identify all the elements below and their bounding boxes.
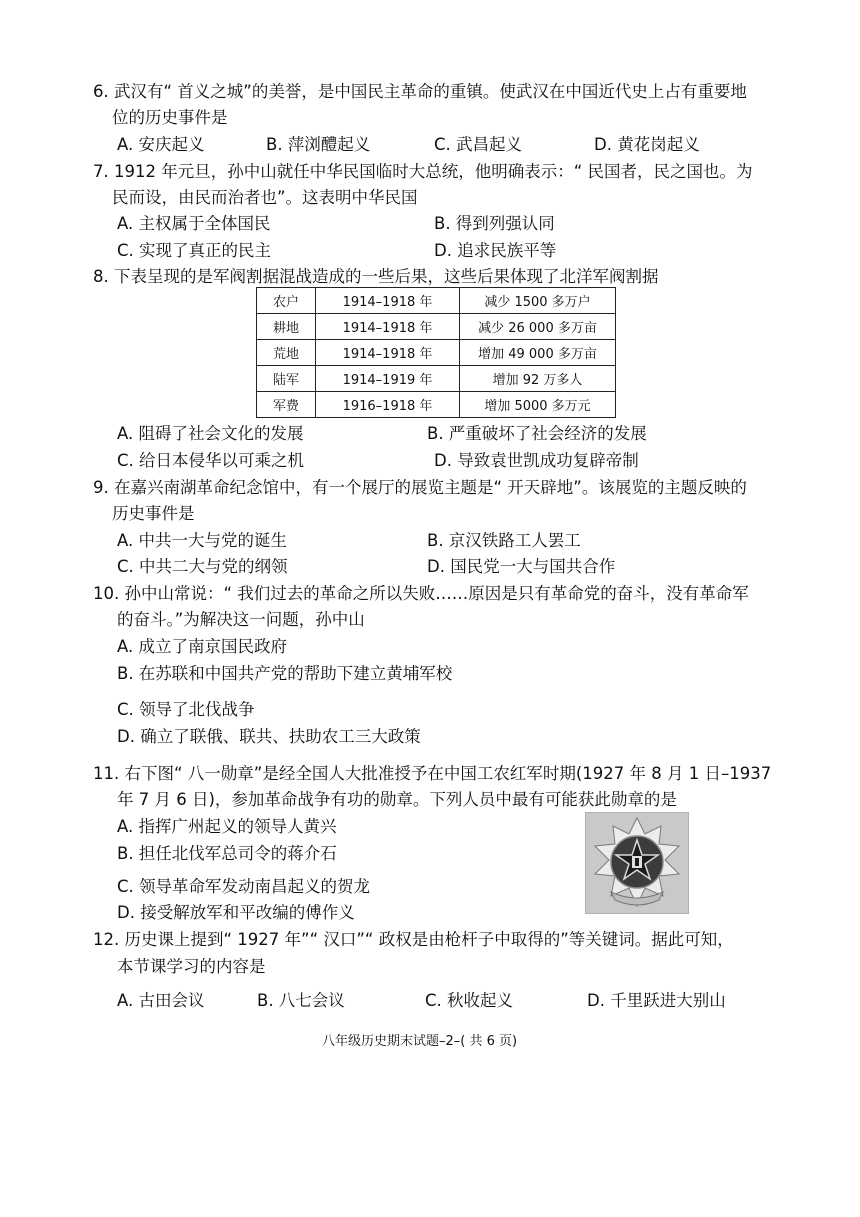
q7-stem-line1: 7. 1912 年元旦，孙中山就任中华民国临时大总统，他明确表示：“ 民国者，民之国也。为 (93, 162, 753, 181)
table-cell: 1916–1918 年 (316, 392, 460, 418)
table-row (257, 288, 616, 314)
bayi-medal-image (585, 812, 689, 914)
q7-option-b: B. 得到列强认同 (434, 214, 555, 233)
q7-option-d: D. 追求民族平等 (434, 241, 557, 260)
q8-stem-line1: 8. 下表呈现的是军阀割据混战造成的一些后果，这些后果体现了北洋军阀割据 (93, 267, 659, 286)
q8-option-d: D. 导致袁世凯成功复辟帝制 (434, 451, 639, 470)
q6-stem-line1: 6. 武汉有“ 首义之城”的美誉，是中国民主革命的重镇。使武汉在中国近代史上占有重要地 (93, 82, 747, 101)
table-cell: 农户 (257, 288, 316, 314)
table-cell: 陆军 (257, 366, 316, 392)
q6-stem-line2: 位的历史事件是 (112, 108, 228, 127)
table-row (257, 392, 616, 418)
page-footer: 八年级历史期末试题–2–( 共 6 页) (322, 1034, 518, 1049)
q7-option-a: A. 主权属于全体国民 (117, 214, 271, 233)
q12-option-d: D. 千里跃进大别山 (587, 991, 726, 1010)
q12-stem-line1: 12. 历史课上提到“ 1927 年”“ 汉口”“ 政权是由枪杆子中取得的”等关键词。据此可知， (93, 930, 734, 949)
q10-option-d: D. 确立了联俄、联共、扶助农工三大政策 (117, 727, 421, 746)
table-cell: 1914–1918 年 (316, 314, 460, 340)
q8-option-a: A. 阻碍了社会文化的发展 (117, 424, 304, 443)
q6-option-a: A. 安庆起义 (117, 135, 205, 154)
q11-option-a: A. 指挥广州起义的领导人黄兴 (117, 817, 337, 836)
q11-stem-line1: 11. 右下图“ 八一勋章”是经全国人大批准授予在中国工农红军时期(1927 年 8 月 1 日–1937 (93, 764, 772, 783)
q10-option-b: B. 在苏联和中国共产党的帮助下建立黄埔军校 (117, 664, 453, 683)
table-row (257, 340, 616, 366)
table-cell: 增加 92 万多人 (460, 366, 616, 392)
q9-stem-line2: 历史事件是 (112, 504, 195, 523)
q10-stem-line2: 的奋斗。”为解决这一问题，孙中山 (117, 610, 365, 629)
table-row (257, 314, 616, 340)
q9-option-d: D. 国民党一大与国共合作 (427, 557, 616, 576)
q9-option-c: C. 中共二大与党的纲领 (117, 557, 288, 576)
medal-graphic (585, 812, 689, 914)
q9-option-b: B. 京汉铁路工人罢工 (427, 531, 581, 550)
q6-option-c: C. 武昌起义 (434, 135, 523, 154)
table-cell: 减少 1500 多万户 (460, 288, 616, 314)
q6-option-d: D. 黄花岗起义 (594, 135, 700, 154)
q12-stem-line2: 本节课学习的内容是 (117, 957, 266, 976)
table-row (257, 366, 616, 392)
q8-data-table (256, 287, 616, 418)
q12-option-a: A. 古田会议 (117, 991, 205, 1010)
table-cell: 1914–1919 年 (316, 366, 460, 392)
q7-option-c: C. 实现了真正的民主 (117, 241, 272, 260)
q10-option-a: A. 成立了南京国民政府 (117, 637, 287, 656)
q12-option-c: C. 秋收起义 (425, 991, 514, 1010)
q9-option-a: A. 中共一大与党的诞生 (117, 531, 287, 550)
q9-stem-line1: 9. 在嘉兴南湖革命纪念馆中，有一个展厅的展览主题是“ 开天辟地”。该展览的主题反映的 (93, 478, 747, 497)
q8-option-b: B. 严重破坏了社会经济的发展 (427, 424, 647, 443)
table-cell: 减少 26 000 多万亩 (460, 314, 616, 340)
table-cell: 耕地 (257, 314, 316, 340)
table-cell: 增加 5000 多万元 (460, 392, 616, 418)
q10-stem-line1: 10. 孙中山常说：“ 我们过去的革命之所以失败……原因是只有革命党的奋斗，没有革命军 (93, 584, 749, 603)
q10-option-c: C. 领导了北伐战争 (117, 700, 255, 719)
q11-option-b: B. 担任北伐军总司令的蒋介石 (117, 844, 337, 863)
q12-option-b: B. 八七会议 (257, 991, 345, 1010)
q11-stem-line2: 年 7 月 6 日)，参加革命战争有功的勋章。下列人员中最有可能获此勋章的是 (117, 790, 677, 809)
q8-option-c: C. 给日本侵华以可乘之机 (117, 451, 305, 470)
table-cell: 荒地 (257, 340, 316, 366)
table-cell: 军费 (257, 392, 316, 418)
q11-option-d: D. 接受解放军和平改编的傅作义 (117, 903, 355, 922)
q6-option-b: B. 萍浏醴起义 (266, 135, 371, 154)
q7-stem-line2: 民而设，由民而治者也”。这表明中华民国 (112, 188, 418, 207)
table-cell: 1914–1918 年 (316, 340, 460, 366)
table-cell: 1914–1918 年 (316, 288, 460, 314)
table-cell: 增加 49 000 多万亩 (460, 340, 616, 366)
q11-option-c: C. 领导革命军发动南昌起义的贺龙 (117, 877, 371, 896)
